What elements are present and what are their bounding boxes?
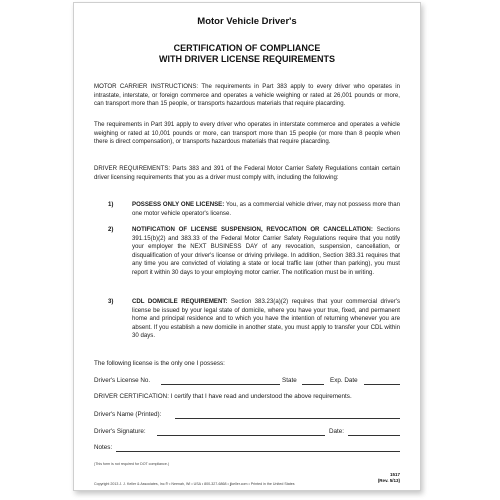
driver-requirements-intro: DRIVER REQUIREMENTS: Parts 383 and 391 of the Federal Motor Carrier Safety Regulations contain certain driver licensing requirements that you as a driver must comply with, including the following: xyxy=(94,165,400,181)
driver-signature-field[interactable] xyxy=(157,435,325,436)
form-footnote: (This form is not required for DOT compliance.) xyxy=(94,462,170,466)
state-field[interactable] xyxy=(302,384,324,385)
form-number: 1517 xyxy=(389,472,400,477)
driver-name-field[interactable] xyxy=(175,418,400,419)
form-revision: (Rev. 5/13) xyxy=(377,478,400,483)
notes-label: Notes: xyxy=(94,444,113,451)
motor-carrier-instructions: MOTOR CARRIER INSTRUCTIONS: The requirements in Part 383 apply to every driver who operates in intrastate, interstate, or foreign commerce and operates a vehicle weighing or rated at 26,001 pounds or more, can transport more than 15 people, or transports hazardous materials that require placarding. xyxy=(94,83,400,108)
form-header: Motor Vehicle Driver's xyxy=(197,16,297,27)
form-sheet xyxy=(73,2,421,491)
requirement-2-text: Sections 391.15(b)(2) and 383.33 of the Federal Motor Carrier Safety Regulations require that you notify your employer the NEXT BUSINESS DAY of any revocation, suspension, cancellation, or disqualification of your driver's license or driving privilege. In addition, Section 383.31 requires that any time you are convicted of violating a state or local traffic law (other than parking), you must report it within 30 days to your employing motor carrier. The notification must be in writing. xyxy=(132,226,400,276)
requirement-2 xyxy=(132,226,400,278)
date-label: Date: xyxy=(329,428,345,435)
exp-date-field[interactable] xyxy=(364,384,400,385)
notes-field[interactable] xyxy=(116,451,400,452)
requirement-3-heading: CDL DOMICILE REQUIREMENT: xyxy=(132,298,228,305)
driver-certification-statement: DRIVER CERTIFICATION: I certify that I have read and understood the above requirements. xyxy=(94,393,352,400)
date-field[interactable] xyxy=(348,435,400,436)
copyright-line: Copyright 2013 J. J. Keller & Associates, Inc.® • Neenah, WI • USA • 800-327-6868 • jjkeller.com • Printed in the United States xyxy=(94,482,295,486)
requirement-2-number: 2) xyxy=(108,226,114,233)
only-license-statement: The following license is the only one I possess: xyxy=(94,360,225,367)
requirement-1-text: You, as a commercial vehicle driver, may not possess more than one motor vehicle operator's license. xyxy=(132,201,401,217)
driver-name-label: Driver's Name (Printed): xyxy=(94,411,162,418)
requirement-1 xyxy=(132,201,400,218)
license-number-field[interactable] xyxy=(161,384,280,385)
form-title-line1: CERTIFICATION OF COMPLIANCE xyxy=(173,43,321,53)
requirement-1-number: 1) xyxy=(108,201,114,208)
requirement-3 xyxy=(132,298,400,341)
requirement-2-heading: NOTIFICATION OF LICENSE SUSPENSION, REVOCATION OR CANCELLATION: xyxy=(132,226,373,233)
requirement-3-number: 3) xyxy=(108,298,114,305)
requirement-1-heading: POSSESS ONLY ONE LICENSE: xyxy=(132,201,225,208)
exp-date-label: Exp. Date xyxy=(330,377,358,384)
driver-signature-label: Driver's Signature: xyxy=(94,428,146,435)
form-title-line2: WITH DRIVER LICENSE REQUIREMENTS xyxy=(158,54,335,64)
requirement-3-text: Section 383.23(a)(2) requires that your commercial driver's license be issued by your legal state of domicile, where you have your true, fixed, and permanent home and principal residence and to which you have the intention of returning whenever you are absent. If you establish a new domicile in another state, you must apply to transfer your CDL within 30 days. xyxy=(132,298,400,340)
license-number-label: Driver's License No. xyxy=(94,377,151,384)
part-391-paragraph: The requirements in Part 391 apply to every driver who operates in interstate commerce and operates a vehicle weighing or rated at 10,001 pounds or more, can transport more than 15 people (or more than 8 people when there is direct compensation), or transports hazardous materials that require placarding. xyxy=(94,121,400,146)
state-label: State xyxy=(282,377,297,384)
